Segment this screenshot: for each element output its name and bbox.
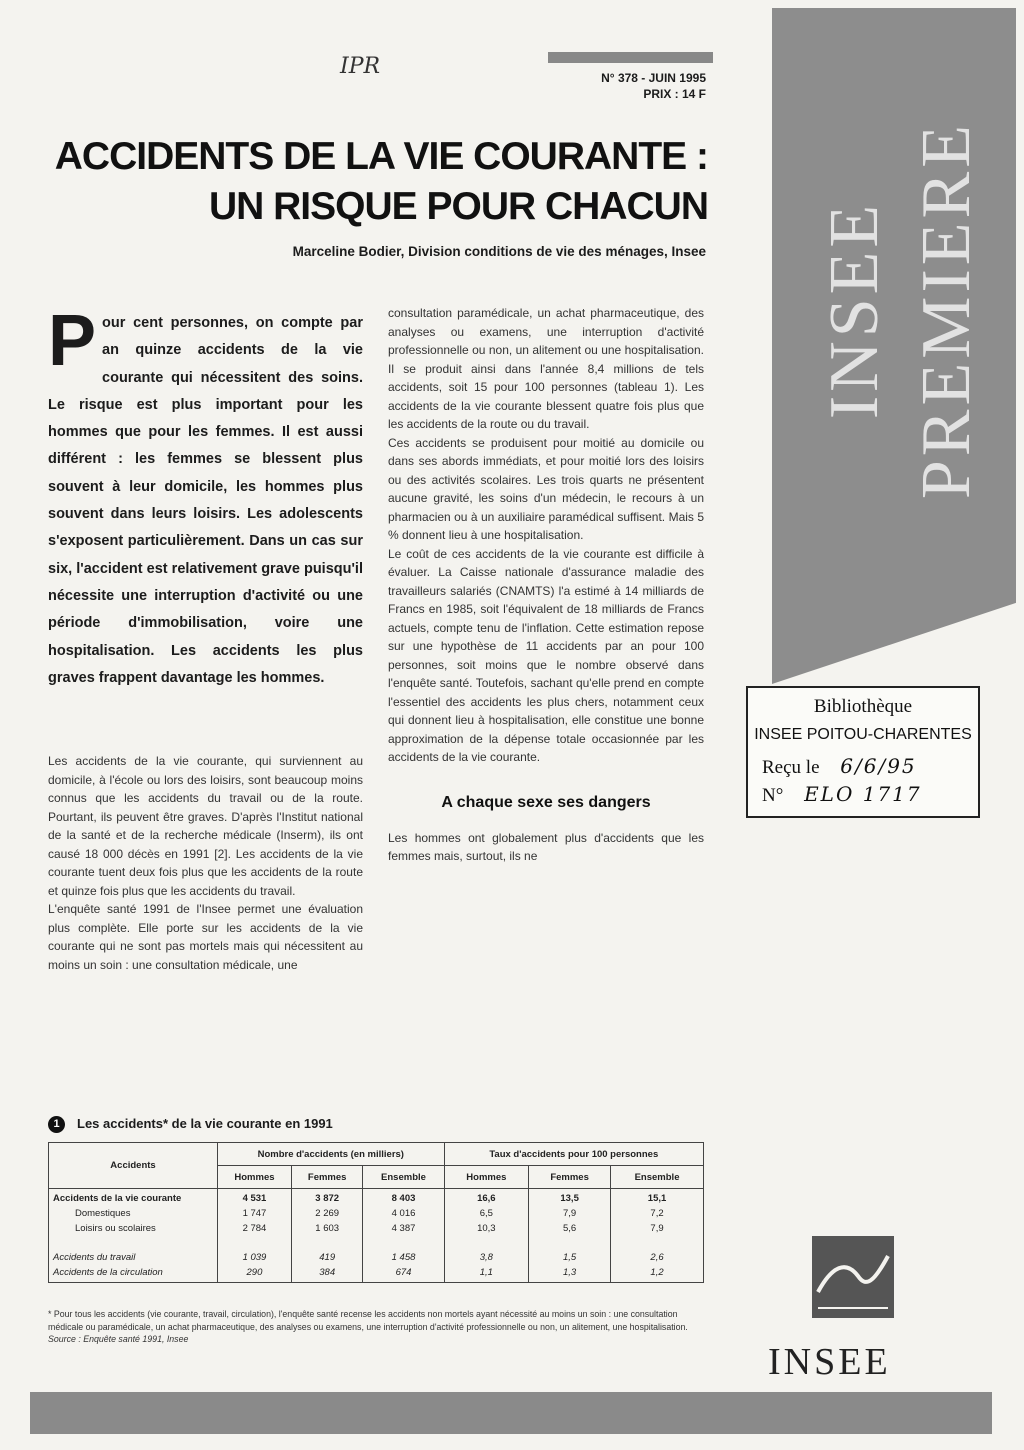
text-column-2 (388, 304, 704, 866)
table-cell: 1,1 (444, 1265, 529, 1283)
table-cell: 2 784 (218, 1221, 292, 1236)
table-cell: 5,6 (529, 1221, 611, 1236)
table-cell: 674 (363, 1265, 444, 1283)
footer-bar (30, 1392, 992, 1434)
table-cell: 1,2 (611, 1265, 704, 1283)
paragraph: Ces accidents se produisent pour moitié au domicile ou dans ses abords immédiats, et pour moitié lors des loisirs ou des activités scolaires. Les trois quarts ne présentent aucune gravité, les soins d'un médecin, le recours à un pharmacien ou à un auxiliaire paramédical suffisent. Mais 5 % donnent lieu à une hospitalisation. (388, 435, 704, 542)
stamp-institution: INSEE POITOU-CHARENTES (754, 726, 972, 743)
table-title-text: Les accidents* de la vie courante en 1991 (77, 1116, 333, 1131)
row-label: Accidents de la circulation (49, 1265, 218, 1283)
table-spacer-row (49, 1236, 704, 1250)
page-title (40, 132, 708, 232)
title-line-1: ACCIDENTS DE LA VIE COURANTE : (54, 135, 708, 178)
table-cell: 1 603 (291, 1221, 363, 1236)
row-label: Accidents du travail (49, 1250, 218, 1265)
table-cell: 13,5 (529, 1189, 611, 1207)
table-cell: 1 458 (363, 1250, 444, 1265)
table-cell: 1 039 (218, 1250, 292, 1265)
stamp-received (762, 754, 917, 779)
stamp-number-label: N° (762, 785, 784, 806)
table-cell: 3,8 (444, 1250, 529, 1265)
stamp-number (762, 782, 922, 807)
author-line: Marceline Bodier, Division conditions de vie des ménages, Insee (292, 244, 706, 259)
table-cell: 7,9 (611, 1221, 704, 1236)
table-cell: 1 747 (218, 1206, 292, 1221)
stamp-number-value: ELO 1717 (804, 782, 922, 806)
header-sub: Femmes (291, 1166, 363, 1189)
insee-logo-mark (812, 1236, 894, 1318)
table-source: Source : Enquête santé 1991, Insee (48, 1334, 189, 1344)
table-row (49, 1189, 704, 1207)
row-label: Loisirs ou scolaires (49, 1221, 218, 1236)
issue-info (500, 70, 706, 102)
table-title (48, 1116, 333, 1133)
intro-text: our cent personnes, on compte par an quinze accidents de la vie courante qui nécessitent des soins. Le risque est plus important pour les hommes que pour les femmes. Il est aussi différent : les femmes se blessent plus souvent à leur domicile, les hommes plus souvent dans leurs loisirs. Les adolescents s'exposent particulièrement. Dans un cas sur six, l'accident est relativement grave puisqu'il nécessite une interruption d'activité ou une période d'immobilisation, voire une hospitalisation. Les accidents les plus graves frappent davantage les hommes. (48, 315, 363, 686)
table-notes (48, 1308, 704, 1346)
intro-paragraph (48, 301, 363, 692)
sidebar-title-line-1: INSEE (816, 200, 893, 420)
header-bar (548, 52, 713, 63)
insee-logo (756, 1236, 916, 1396)
table-cell: 4 387 (363, 1221, 444, 1236)
table-cell: 2 269 (291, 1206, 363, 1221)
table-cell: 8 403 (363, 1189, 444, 1207)
table-number-badge: 1 (48, 1116, 65, 1133)
paragraph: consultation paramédicale, un achat pharmaceutique, des analyses ou examens, une interruption d'activité professionnelle ou non, un alitement ou une hospitalisation. Il se produit ainsi dans l'année 8,4 millions de tels accidents, soit 15 pour 100 personnes (tableau 1). Les accidents de la vie courante blessent quatre fois plus que les accidents de la route ou du travail. (388, 306, 704, 431)
table-cell: 16,6 (444, 1189, 529, 1207)
table-cell: 15,1 (611, 1189, 704, 1207)
header-group-rate: Taux d'accidents pour 100 personnes (444, 1143, 703, 1166)
table-cell: 2,6 (611, 1250, 704, 1265)
drop-cap: P (48, 301, 97, 381)
table-cell: 7,9 (529, 1206, 611, 1221)
table-cell: 384 (291, 1265, 363, 1283)
table-cell: 290 (218, 1265, 292, 1283)
table-row (49, 1265, 704, 1283)
text-column-1 (48, 752, 363, 974)
header-sub: Ensemble (611, 1166, 704, 1189)
table-cell: 1,3 (529, 1265, 611, 1283)
header-sub: Hommes (444, 1166, 529, 1189)
header-sub: Ensemble (363, 1166, 444, 1189)
table-cell: 419 (291, 1250, 363, 1265)
sidebar-title (796, 30, 1006, 590)
table-cell: 3 872 (291, 1189, 363, 1207)
header-accidents: Accidents (49, 1143, 218, 1189)
table-row (49, 1250, 704, 1265)
row-label: Domestiques (49, 1206, 218, 1221)
header-sub: Femmes (529, 1166, 611, 1189)
table-cell: 6,5 (444, 1206, 529, 1221)
table-footnote: * Pour tous les accidents (vie courante, travail, circulation), l'enquête santé recense les accidents non mortels ayant nécessité au moins un soin : une consultation médicale ou paramédicale, un achat pharmaceutique, des analyses ou examens, une interruption d'activité professionnelle ou non, un alitement, une hospitalisation. (48, 1309, 688, 1332)
table-row (49, 1206, 704, 1221)
library-stamp (746, 686, 980, 818)
paragraph: L'enquête santé 1991 de l'Insee permet une évaluation plus complète. Elle porte sur les accidents de la vie courante qui ne sont pas mortels mais qui nécessitent au moins un soin : une consultation médicale, une (48, 902, 363, 972)
stamp-library: Bibliothèque (813, 696, 913, 717)
paragraph: Les hommes ont globalement plus d'accidents que les femmes mais, surtout, ils ne (388, 830, 704, 863)
insee-logo-text: INSEE (768, 1341, 891, 1383)
table-row (49, 1221, 704, 1236)
table-cell: 7,2 (611, 1206, 704, 1221)
table-cell: 4 016 (363, 1206, 444, 1221)
issue-price: PRIX : 14 F (643, 87, 706, 101)
section-heading: A chaque sexe ses dangers (441, 793, 651, 811)
paragraph: Le coût de ces accidents de la vie courante est difficile à évaluer. La Caisse nationale d'assurance maladie des travailleurs salariés (CNAMTS) l'a estimé à 14 milliards de Francs en 1985, soit l'équivalent de 18 milliards de Francs actuels, compte tenu de l'inflation. Cette estimation repose sur une hypothèse de 11 accidents par an pour 100 personnes, soit moins que le nombre observé dans l'enquête santé. Toutefois, sachant qu'elle prend en compte l'essentiel des accidents les plus chers, notamment ceux qui donnent lieu à hospitalisation, elle constitue une bonne approximation de la dépense totale occasionnée par les accidents de la vie courante. (388, 546, 704, 764)
issue-number: N° 378 - JUIN 1995 (601, 71, 706, 85)
header-sub: Hommes (218, 1166, 292, 1189)
sidebar-title-line-2: PREMIERE (908, 120, 985, 500)
handwritten-annotation: IPR (340, 54, 381, 79)
header-group-count: Nombre d'accidents (en milliers) (218, 1143, 445, 1166)
table-cell: 4 531 (218, 1189, 292, 1207)
table-cell: 10,3 (444, 1221, 529, 1236)
row-label: Accidents de la vie courante (49, 1189, 218, 1207)
stamp-received-label: Reçu le (762, 757, 820, 778)
accidents-table (48, 1142, 704, 1283)
paragraph: Les accidents de la vie courante, qui surviennent au domicile, à l'école ou lors des loisirs, sont beaucoup moins connus que les accidents du travail ou de la route. Pourtant, ils peuvent être graves. D'après l'Institut national de la santé et de la recherche médicale (Inserm), ils ont causé 18 000 décès en 1991 [2]. Les accidents de la vie courante tuent deux fois plus que les accidents de la route et quinze fois plus que les accidents du travail. (48, 754, 363, 898)
insee-logo-icon (812, 1236, 894, 1318)
stamp-received-value: 6/6/95 (840, 754, 917, 778)
table-cell: 1,5 (529, 1250, 611, 1265)
title-line-2: UN RISQUE POUR CHACUN (208, 185, 708, 228)
